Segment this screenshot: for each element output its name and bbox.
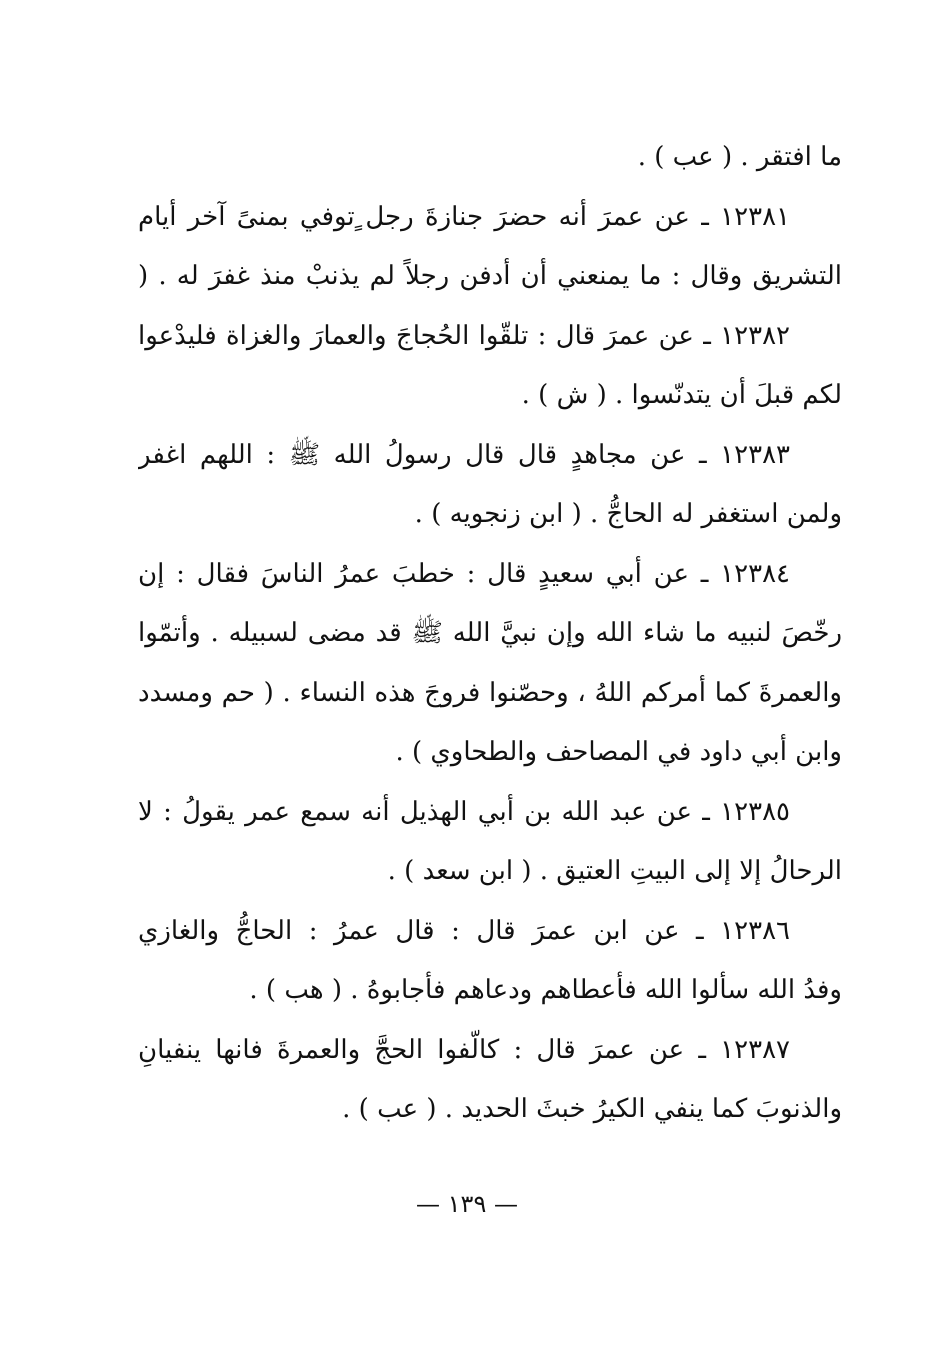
- text-line: رخّصَ لنبيه ما شاء الله وإن نبيَّ الله ﷺ قد مضى لسبيله . وأتمّوا: [138, 618, 842, 648]
- text-line: ١٢٣٨٥ ـ عن عبد الله بن أبي الهذيل أنه سمع عمر يقولُ : لا: [138, 796, 790, 827]
- text-line: ١٢٣٨١ ـ عن عمرَ أنه حضرَ جنازةَ رجل ٍتوفي بمنىً آخر أيام: [138, 201, 790, 232]
- text-line: التشريق وقال : ما يمنعني أن أدفن رجلاً لم يذنبْ منذ غفرَ له . (: [138, 261, 842, 291]
- page-number: — ١٣٩ —: [416, 1190, 518, 1218]
- text-line: ١٢٣٨٦ ـ عن ابن عمرَ قال : قال عمرُ : الحاجُّ والغازي: [138, 915, 790, 946]
- text-line: لكم قبلَ أن يتدنّسوا . ( ش ) .: [521, 380, 842, 410]
- text-line: ١٢٣٨٤ ـ عن أبي سعيدٍ قال : خطبَ عمرُ الناسَ فقال : إن: [138, 558, 790, 589]
- text-line: ما افتقر . ( عب ) .: [637, 142, 842, 172]
- text-line: وابن أبي داود في المصاحف والطحاوي ) .: [395, 737, 842, 767]
- text-line: والعمرةَ كما أمركم اللهُ ، وحصّنوا فروجَ هذه النساء . ( حم ومسدد: [138, 677, 842, 708]
- text-line: ١٢٣٨٣ ـ عن مجاهدٍ قال قال رسولُ الله ﷺ : اللهم اغفر: [138, 439, 790, 470]
- text-line: الرحالُ إلا إلى البيتِ العتيق . ( ابن سعد ) .: [387, 856, 842, 886]
- body-text: [138, 128, 842, 1140]
- text-line: ولمن استغفر له الحاجُّ . ( ابن زنجويه ) .: [414, 499, 842, 529]
- text-line: ١٢٣٨٢ ـ عن عمرَ قال : تلقّوا الحُجاجَ والعمارَ والغزاة فليدْعوا: [138, 320, 790, 351]
- text-line: والذنوبَ كما ينفي الكيرُ خبثَ الحديد . ( عب ) .: [342, 1094, 842, 1124]
- text-line: ١٢٣٨٧ ـ عن عمرَ قال : كالّفوا الحجَّ والعمرةَ فانها ينفيانِ: [138, 1034, 790, 1065]
- text-line: وفدُ الله سألوا الله فأعطاهم ودعاهم فأجابوهُ . ( هب ) .: [249, 975, 842, 1005]
